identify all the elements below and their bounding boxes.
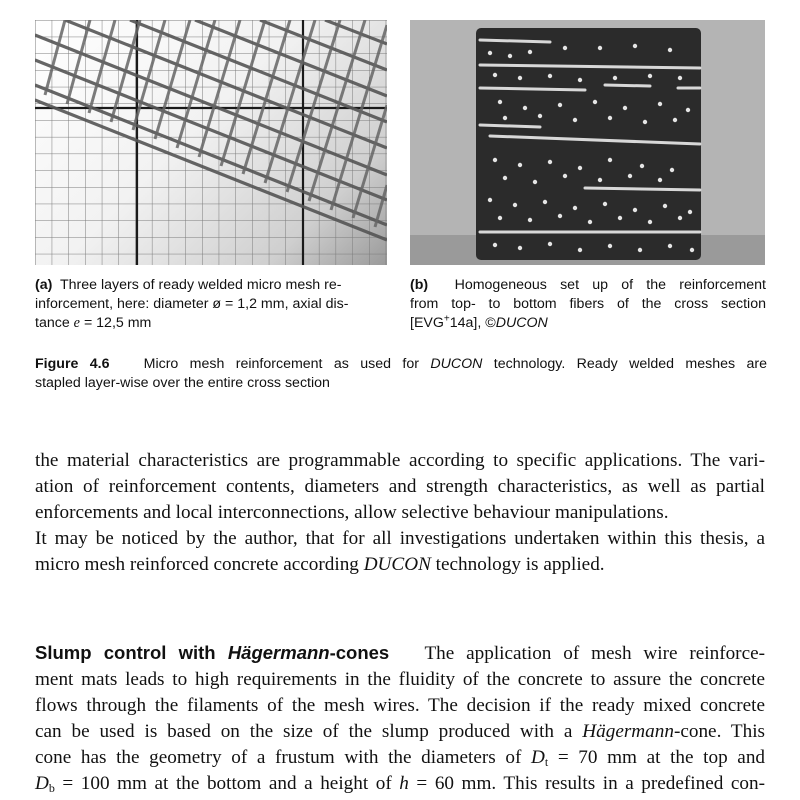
subfigure-a-label: (a) bbox=[35, 277, 53, 293]
para2-line-2: ment mats leads to high requirements in the fluidity of the concrete to assure the concrete bbox=[35, 669, 765, 690]
caption-a-text-3: tance bbox=[35, 315, 70, 331]
para1-line-5 bbox=[35, 552, 765, 578]
ducon-copyright: DUCON bbox=[495, 315, 548, 331]
var-D-bottom: D bbox=[35, 773, 49, 794]
para2-hagermann: Hägermann bbox=[582, 721, 674, 742]
heading-suffix: -cones bbox=[329, 642, 390, 663]
citation-sup: + bbox=[443, 313, 450, 325]
para1-line-2: ation of reinforcement contents, diameters and strength characteristics, as well as partial bbox=[35, 476, 765, 497]
figure-caption-line-1 bbox=[35, 355, 767, 374]
para2-line-4-prefix: can be used is based on the size of the slump produced with a bbox=[35, 721, 573, 742]
sub-b: b bbox=[48, 781, 55, 795]
para2-line-3: flows through the filaments of the mesh wires. The decision if the ready mixed concrete bbox=[35, 695, 765, 716]
section-heading bbox=[35, 642, 389, 663]
subfigure-b-caption bbox=[410, 276, 766, 333]
caption-a-value: = 12,5 mm bbox=[83, 315, 152, 331]
subfigure-b-label: (b) bbox=[410, 277, 429, 293]
para2-line-5 bbox=[35, 745, 765, 771]
figure-number: Figure 4.6 bbox=[35, 356, 110, 372]
para2-line-1 bbox=[35, 640, 765, 667]
figure-caption-line-2: stapled layer-wise over the entire cross section bbox=[35, 375, 330, 391]
heading-italic: Hägermann bbox=[227, 642, 330, 663]
subfigure-a-caption bbox=[35, 276, 391, 333]
cross-section-graphic bbox=[410, 20, 765, 265]
caption-a-text-1: Three layers of ready welded micro mesh re- bbox=[59, 277, 342, 293]
caption-b-line-3 bbox=[410, 314, 766, 333]
caption-a-line-3 bbox=[35, 314, 391, 333]
para2-line-4-suffix: -cone. This bbox=[673, 721, 765, 742]
figure-caption bbox=[35, 355, 767, 393]
para2-line-1-text: The application of mesh wire reinforce- bbox=[424, 643, 765, 664]
para2-line-5-prefix: cone has the geometry of a frustum with the diameters of bbox=[35, 747, 522, 768]
para2-line-6 bbox=[35, 771, 765, 797]
heading-prefix: Slump control with bbox=[35, 642, 216, 663]
citation-ref-end: 14a], © bbox=[449, 315, 496, 331]
figure-caption-ducon: DUCON bbox=[430, 356, 483, 372]
para1-line-5-prefix: micro mesh reinforced concrete according bbox=[35, 554, 359, 575]
para1-line-3: enforcements and local interconnections, allow selective behaviour manipulations. bbox=[35, 502, 669, 523]
var-D-top: D bbox=[531, 747, 545, 768]
para2-line-6-suffix: = 60 mm. This results in a predefined con- bbox=[408, 773, 765, 794]
mesh-photo-graphic bbox=[35, 20, 387, 265]
caption-b-line-2: from top- to bottom fibers of the cross section bbox=[410, 296, 766, 312]
paragraph-slump-control bbox=[35, 640, 765, 797]
figure-4-6b-cross-section-photo bbox=[410, 20, 765, 265]
para1-ducon: DUCON bbox=[363, 554, 431, 575]
caption-a-var-e: e bbox=[73, 315, 80, 331]
figure-4-6a-mesh-photo bbox=[35, 20, 387, 265]
citation-ref: [EVG bbox=[410, 315, 444, 331]
para1-line-1: the material characteristics are programmable according to specific applications. The vari- bbox=[35, 450, 765, 471]
caption-b-line-1 bbox=[410, 276, 766, 295]
var-h: h bbox=[399, 773, 409, 794]
paragraph-material-characteristics bbox=[35, 448, 765, 578]
caption-b-text-1: Homogeneous set up of the reinforcement bbox=[454, 277, 766, 293]
para2-line-6-mid: = 100 mm at the bottom and a height of bbox=[54, 773, 392, 794]
para2-line-5-suffix: = 70 mm at the top and bbox=[548, 747, 766, 768]
para1-line-5-suffix: technology is applied. bbox=[435, 554, 605, 575]
para2-line-4 bbox=[35, 719, 765, 745]
caption-a-line-1 bbox=[35, 276, 391, 295]
figure-caption-text-1: Micro mesh reinforcement as used for bbox=[143, 356, 419, 372]
para1-line-4: It may be noticed by the author, that for all investigations undertaken within this thesis, a bbox=[35, 528, 765, 549]
figure-caption-text-2: technology. Ready welded meshes are bbox=[493, 356, 767, 372]
sub-t: t bbox=[544, 755, 549, 769]
caption-a-line-2: inforcement, here: diameter ø = 1,2 mm, axial dis- bbox=[35, 296, 349, 312]
